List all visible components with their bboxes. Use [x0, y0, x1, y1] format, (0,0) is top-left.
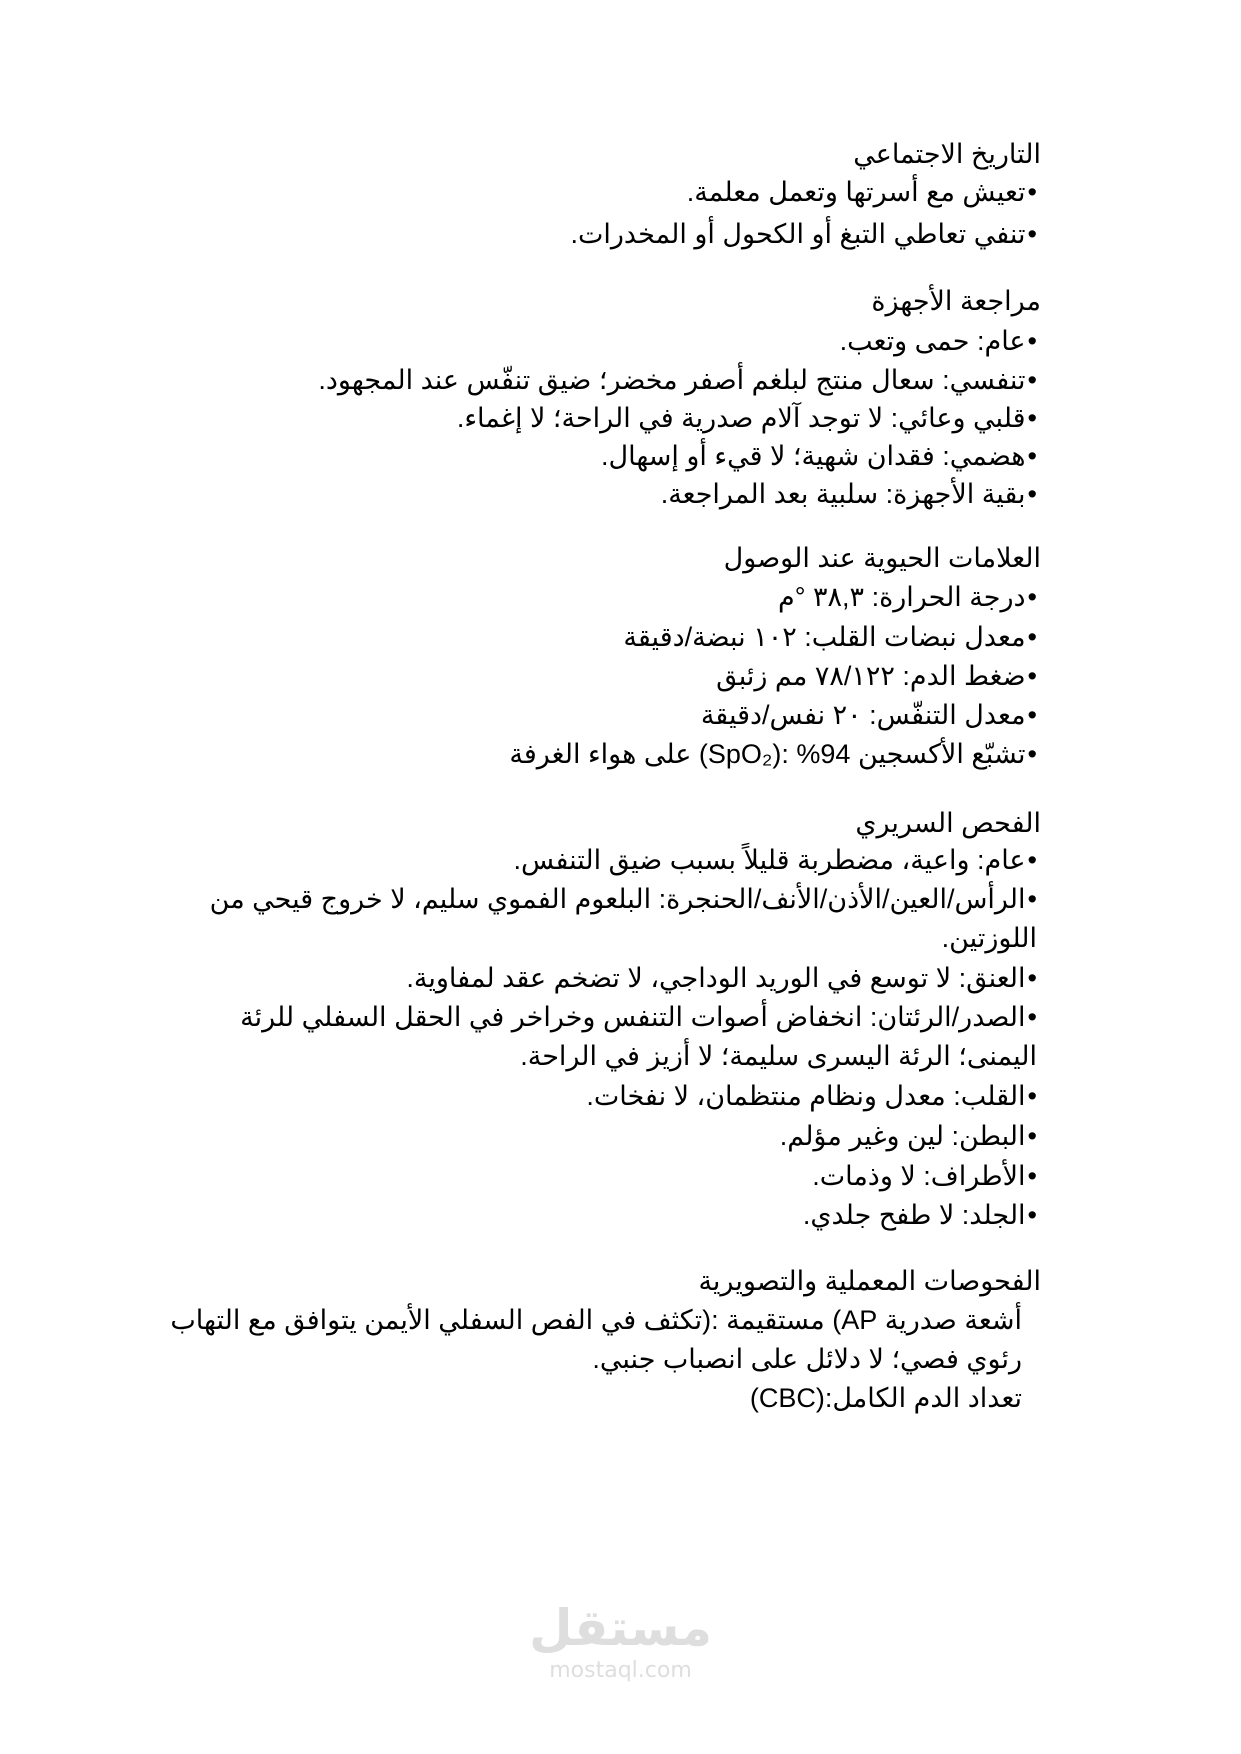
bullet-marker: • [1027, 845, 1037, 875]
bullet-marker: • [1027, 739, 1037, 769]
bullet-marker: • [1027, 365, 1037, 395]
bullet-marker: • [1027, 1161, 1037, 1191]
exam-item-continuation: اللوزتين. [941, 923, 1037, 953]
bullet-marker: • [1027, 700, 1037, 730]
ros-item: •عام: حمى وتعب. [840, 321, 1037, 361]
exam-item: •الصدر/الرئتان: انخفاض أصوات التنفس وخراخر في الحقل السفلي للرئة [240, 997, 1037, 1037]
social-history-heading: التاريخ الاجتماعي [853, 139, 1041, 169]
bullet-marker: • [1027, 661, 1037, 691]
exam-item: •الرأس/العين/الأذن/الأنف/الحنجرة: البلعوم الفموي سليم، لا خروج قيحي من [210, 879, 1037, 919]
bullet-marker: • [1027, 177, 1037, 207]
ros-item: •قلبي وعائي: لا توجد آلام صدرية في الراحة؛ لا إغماء. [457, 398, 1037, 438]
ros-item: •تنفسي: سعال منتج لبلغم أصفر مخضر؛ ضيق تنفّس عند المجهود. [318, 360, 1037, 400]
bullet-marker: • [1027, 582, 1037, 612]
social-history-item: •تعيش مع أسرتها وتعمل معلمة. [687, 172, 1037, 212]
social-history-item: •تنفي تعاطي التبغ أو الكحول أو المخدرات. [570, 214, 1037, 254]
bullet-marker: • [1027, 219, 1037, 249]
ros-item: •هضمي: فقدان شهية؛ لا قيء أو إسهال. [601, 436, 1037, 476]
exam-heading: الفحص السريري [855, 808, 1041, 838]
watermark-logo: مستقل [529, 1599, 712, 1657]
bullet-marker: • [1027, 1081, 1037, 1111]
vitals-item: •ضغط الدم: ٧٨/١٢٢ مم زئبق [716, 656, 1037, 696]
bullet-marker: • [1027, 326, 1037, 356]
exam-item: •العنق: لا توسع في الوريد الوداجي، لا تضخم عقد لمفاوية. [406, 958, 1037, 998]
ros-heading: مراجعة الأجهزة [871, 286, 1041, 316]
exam-item-continuation: اليمنى؛ الرئة اليسرى سليمة؛ لا أزيز في الراحة. [520, 1041, 1037, 1071]
vitals-heading: العلامات الحيوية عند الوصول [723, 543, 1041, 573]
watermark-url: mostaql.com [549, 1658, 692, 1683]
bullet-marker: • [1027, 622, 1037, 652]
vitals-item: •درجة الحرارة: ٣٨,٣ °م [778, 577, 1037, 617]
exam-item: •القلب: معدل ونظام منتظمان، لا نفخات. [586, 1076, 1037, 1116]
bullet-marker: • [1027, 884, 1037, 914]
bullet-marker: • [1027, 963, 1037, 993]
labs-line: رئوي فصي؛ لا دلائل على انصباب جنبي. [592, 1344, 1022, 1374]
vitals-item: •معدل نبضات القلب: ١٠٢ نبضة/دقيقة [623, 617, 1037, 657]
bullet-marker: • [1027, 1002, 1037, 1032]
bullet-marker: • [1027, 1200, 1037, 1230]
bullet-marker: • [1027, 441, 1037, 471]
ros-item: •بقية الأجهزة: سلبية بعد المراجعة. [661, 474, 1037, 514]
bullet-marker: • [1027, 403, 1037, 433]
bullet-marker: • [1027, 479, 1037, 509]
labs-heading: الفحوصات المعملية والتصويرية [698, 1266, 1041, 1296]
vitals-item: •معدل التنفّس: ٢٠ نفس/دقيقة [701, 695, 1037, 735]
exam-item: •البطن: لين وغير مؤلم. [780, 1116, 1037, 1156]
bullet-marker: • [1027, 1121, 1037, 1151]
vitals-item: •تشبّع الأكسجين 94% :(SpO₂) على هواء الغرفة [509, 734, 1037, 774]
exam-item: •عام: واعية، مضطربة قليلاً بسبب ضيق التنفس. [514, 840, 1037, 880]
exam-item: •الأطراف: لا وذمات. [812, 1156, 1037, 1196]
labs-line: أشعة صدرية AP) مستقيمة :(تكثف في الفص السفلي الأيمن يتوافق مع التهاب [170, 1305, 1022, 1335]
labs-line: تعداد الدم الكامل:(CBC) [749, 1383, 1022, 1413]
exam-item: •الجلد: لا طفح جلدي. [803, 1195, 1037, 1235]
